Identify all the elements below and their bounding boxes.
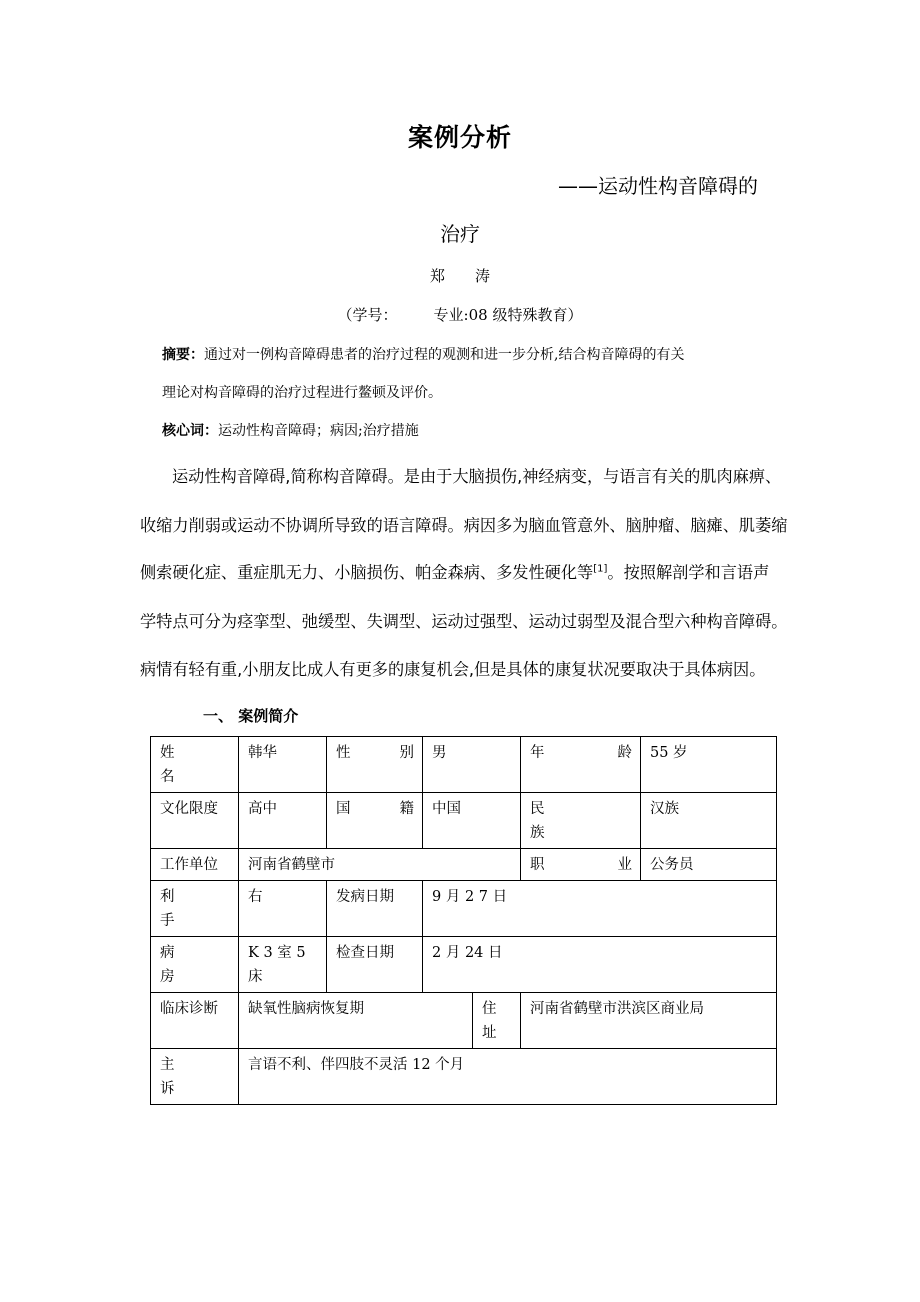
occupation-label: 职 业 (521, 849, 641, 881)
author-surname: 郑 (429, 267, 445, 285)
ethnicity-label: 民 族 (521, 793, 641, 849)
document-title: 案例分析 (407, 123, 512, 152)
age-label: 年 龄 (521, 737, 641, 793)
keywords-label: 核心词： (162, 423, 218, 439)
keywords-line (162, 420, 419, 440)
major-info: 专业:08 级特殊教育） (433, 306, 583, 324)
abstract-line-2: 理论对构音障碍的治疗过程进行鳌顿及评价。 (162, 385, 442, 401)
body-text: 侧索硬化症、重症肌无力、小脑损伤、帕金森病、多发性硬化等 (140, 563, 594, 582)
age-value: 55 岁 (641, 737, 777, 793)
abstract-label: 摘要： (162, 347, 204, 363)
author (0, 265, 920, 286)
section-heading: 一、 案例简介 (203, 707, 299, 725)
body-paragraph-line: 病情有轻有重,小朋友比成人有更多的康复机会,但是具体的康复状况要取决于具体病因。 (140, 660, 766, 679)
diagnosis-label: 临床诊断 (151, 993, 239, 1049)
abstract-line-1 (162, 344, 684, 364)
address-label: 住 址 (473, 993, 521, 1049)
author-given-name: 涛 (475, 267, 491, 285)
education-value: 高中 (239, 793, 327, 849)
document-subtitle: ——运动性构音障碍的 (558, 174, 758, 198)
name-value: 韩华 (239, 737, 327, 793)
ethnicity-value: 汉族 (641, 793, 777, 849)
abstract-text-1: 通过对一例构音障碍患者的治疗过程的观测和进一步分析,结合构音障碍的有关 (204, 347, 685, 363)
body-paragraph-line: 收缩力削弱或运动不协调所导致的语言障碍。病因多为脑血管意外、脑肿瘤、脑瘫、肌萎缩 (140, 516, 788, 535)
body-paragraph-line: 运动性构音障碍,简称构音障碍。是由于大脑损伤,神经病变，与语言有关的肌肉麻痹、 (172, 467, 782, 486)
education-label: 文化限度 (151, 793, 239, 849)
name-label: 姓 名 (151, 737, 239, 793)
onset-date-label: 发病日期 (327, 881, 423, 937)
body-paragraph-line: 学特点可分为痉挛型、弛缓型、失调型、运动过强型、运动过弱型及混合型六种构音障碍。 (140, 612, 788, 631)
document-subtitle-continued: 治疗 (440, 222, 480, 246)
diagnosis-value: 缺氧性脑病恢复期 (239, 993, 473, 1049)
body-paragraph-line (140, 559, 769, 583)
case-info-table (150, 736, 777, 1105)
onset-date-value: 9 月 2 7 日 (423, 881, 777, 937)
complaint-value: 言语不利、伴四肢不灵活 12 个月 (239, 1049, 777, 1105)
address-value: 河南省鹤壁市洪滨区商业局 (521, 993, 777, 1049)
ward-value: K 3 室 5 床 (239, 937, 327, 993)
nationality-value: 中国 (423, 793, 521, 849)
body-text: 。按照解剖学和言语声 (607, 563, 770, 582)
exam-date-value: 2 月 24 日 (423, 937, 777, 993)
citation-ref: [1] (593, 563, 608, 575)
nationality-label: 国 籍 (327, 793, 423, 849)
workplace-label: 工作单位 (151, 849, 239, 881)
gender-value: 男 (423, 737, 521, 793)
student-id-label: （学号： (337, 306, 398, 324)
gender-label: 性 别 (327, 737, 423, 793)
ward-label: 病 房 (151, 937, 239, 993)
workplace-value: 河南省鹤壁市 (239, 849, 521, 881)
handedness-label: 利 手 (151, 881, 239, 937)
handedness-value: 右 (239, 881, 327, 937)
occupation-value: 公务员 (641, 849, 777, 881)
complaint-label: 主 诉 (151, 1049, 239, 1105)
keywords-text: 运动性构音障碍；病因;治疗措施 (218, 423, 419, 439)
exam-date-label: 检查日期 (327, 937, 423, 993)
author-meta (0, 304, 920, 325)
